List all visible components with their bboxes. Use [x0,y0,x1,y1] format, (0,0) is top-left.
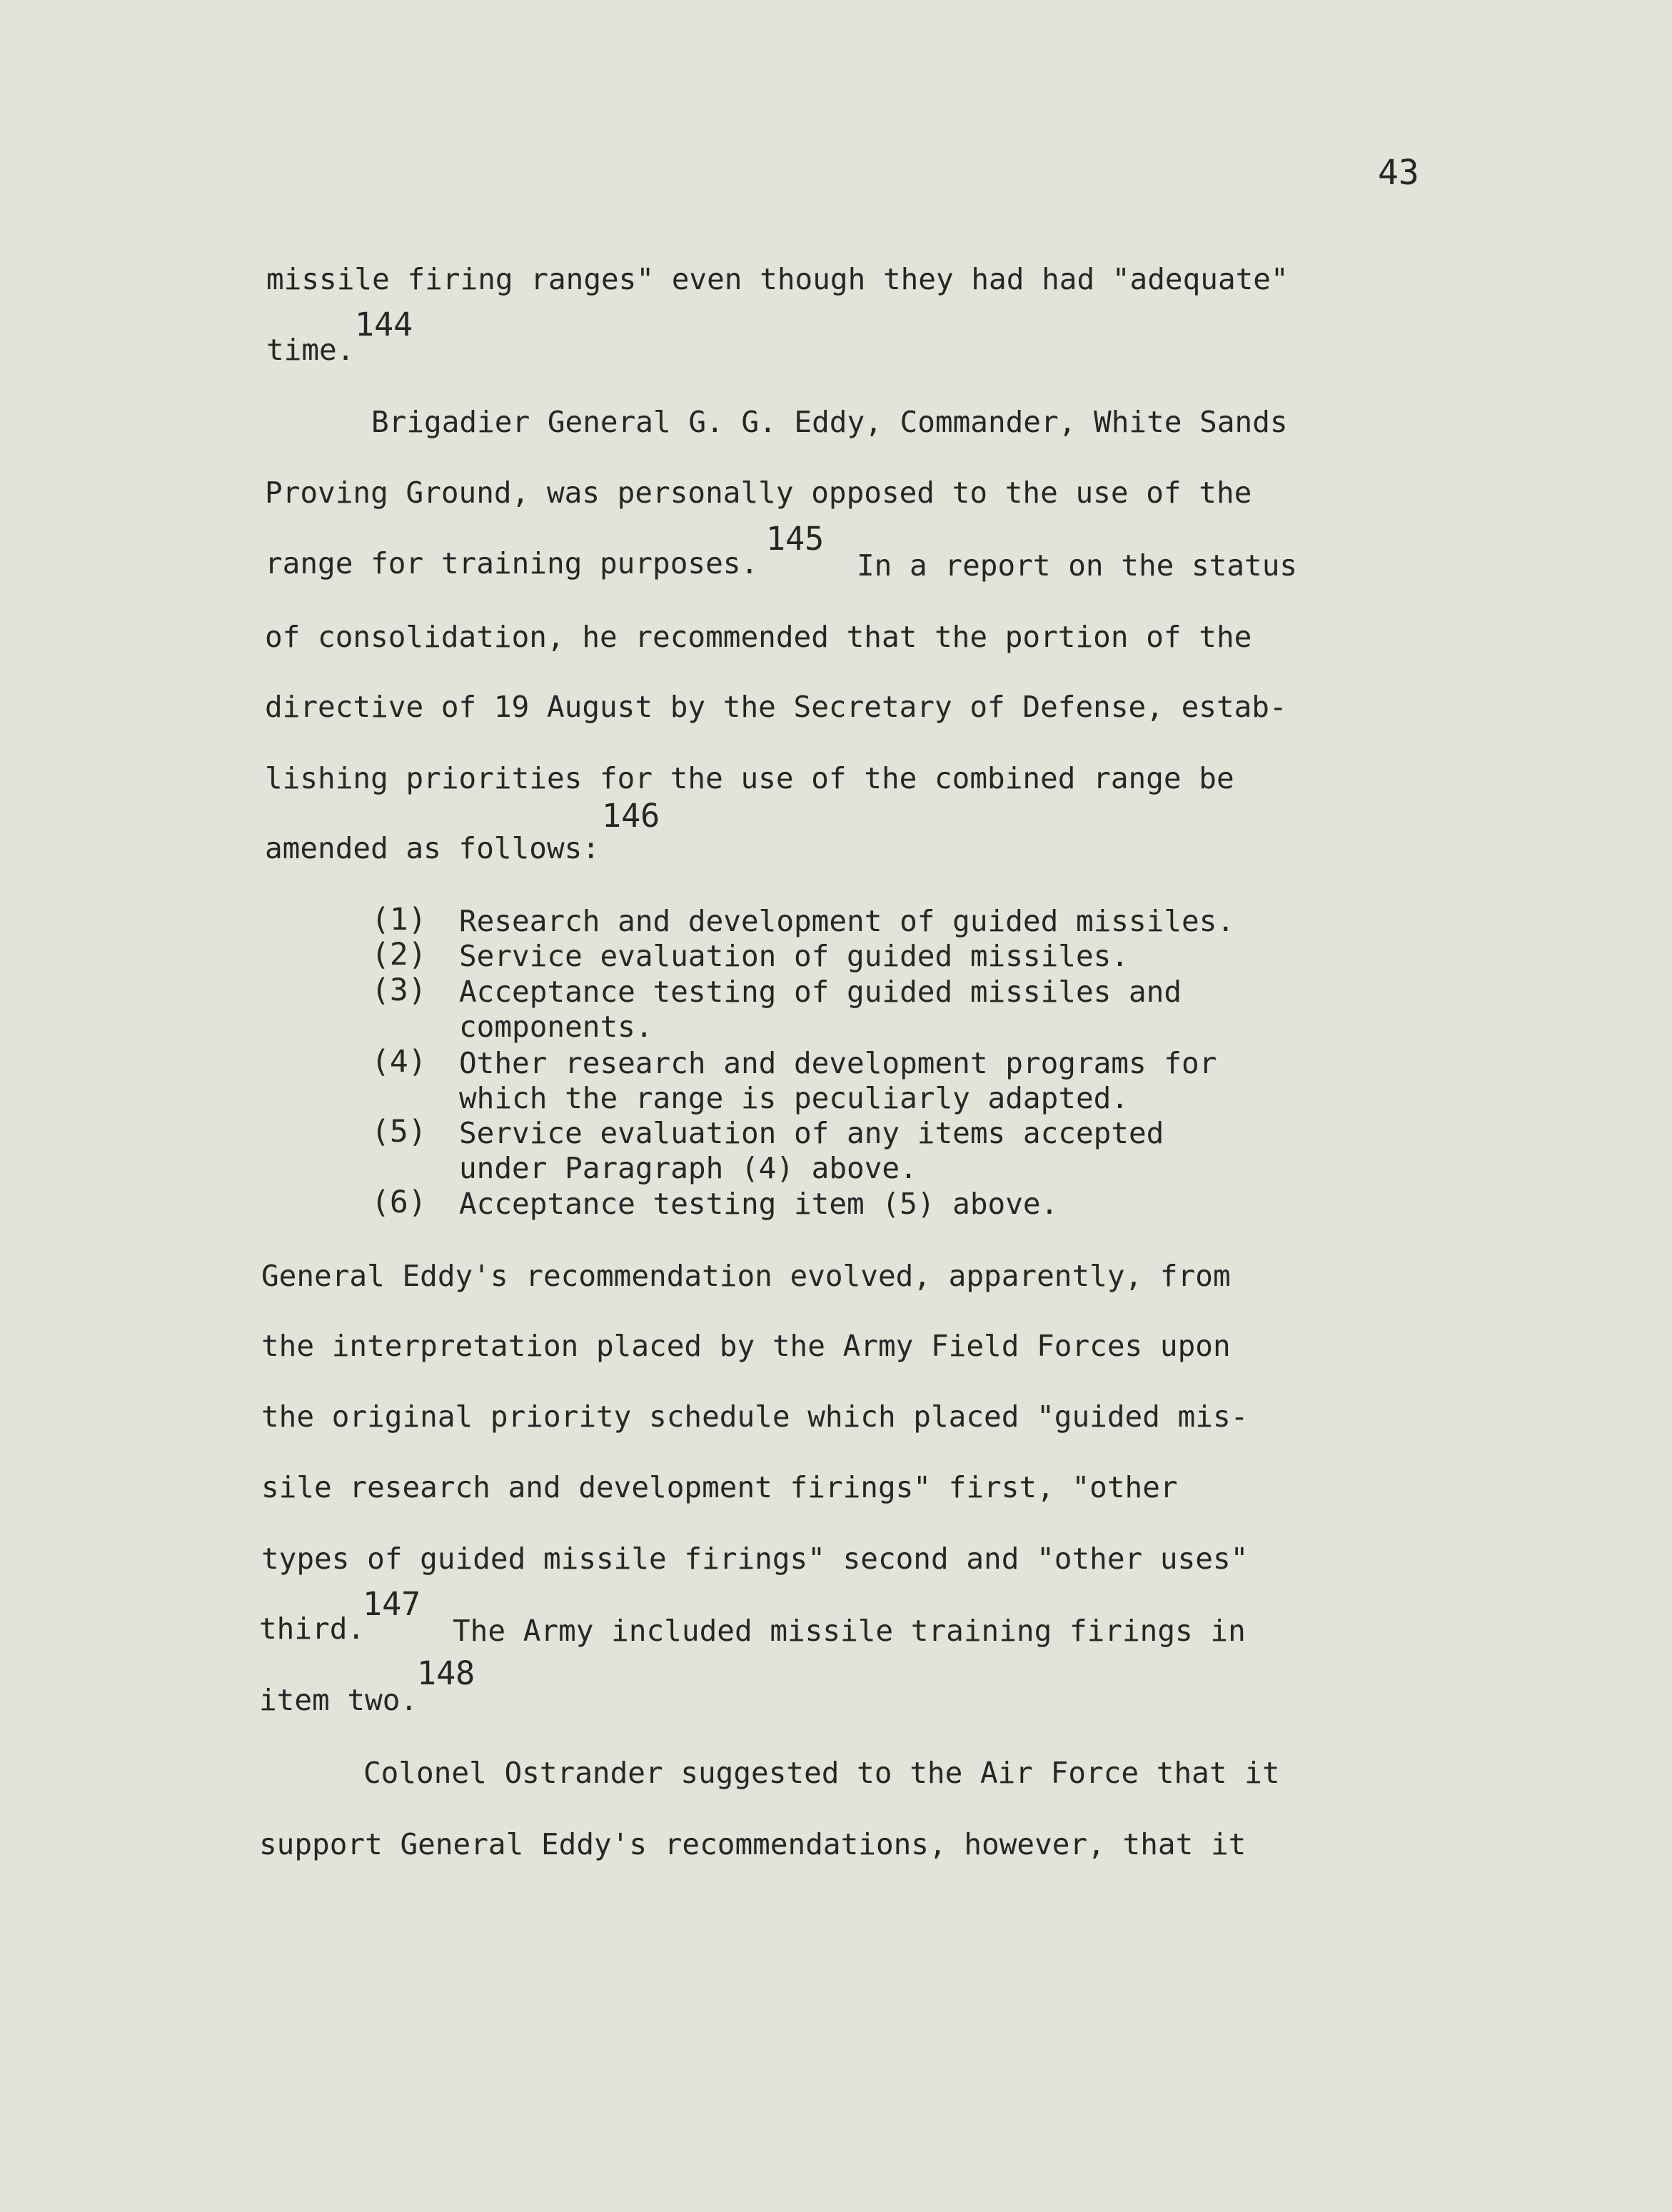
list-item-text: Research and development of guided missiles. [459,904,1235,938]
list-item-text: which the range is peculiarly adapted. [459,1081,1129,1115]
list-item-text: Acceptance testing item (5) above. [459,1187,1059,1221]
text-line: directive of 19 August by the Secretary of Defense, estab- [265,690,1287,724]
footnote-ref: 147 [363,1585,421,1623]
list-number: (5) [371,1114,427,1150]
text-line: the interpretation placed by the Army Field Forces upon [261,1329,1231,1363]
list-number: (1) [371,902,427,937]
text-line: of consolidation, he recommended that the portion of the [265,620,1252,654]
text-line: third. [259,1612,366,1646]
footnote-ref: 148 [417,1654,475,1692]
text-line: lishing priorities for the use of the combined range be [265,761,1234,795]
list-item-text: Service evaluation of guided missiles. [459,939,1129,973]
list-item-text: Service evaluation of any items accepted [459,1116,1164,1150]
text-line: In a report on the status [857,548,1298,583]
list-number: (4) [371,1044,427,1080]
list-number: (2) [371,937,427,972]
text-line: range for training purposes. [265,546,759,580]
text-line: types of guided missile firings" second and "other uses" [261,1542,1249,1576]
text-line: the original priority schedule which placed "guided mis- [261,1399,1249,1434]
footnote-ref: 144 [355,306,413,343]
list-item-text: under Paragraph (4) above. [459,1151,917,1185]
list-number: (3) [371,972,427,1008]
list-number: (6) [371,1185,427,1220]
text-line: Colonel Ostrander suggested to the Air Force that it [363,1756,1280,1790]
text-line: Proving Ground, was personally opposed to the use of the [265,476,1252,510]
text-line: time. [266,333,355,367]
text-line: support General Eddy's recommendations, however, that it [259,1827,1247,1861]
list-item-text: Acceptance testing of guided missiles and [459,975,1182,1009]
text-line: The Army included missile training firings in [453,1614,1246,1648]
text-line: item two. [259,1683,418,1717]
text-line: missile firing ranges" even though they had had "adequate" [266,262,1289,296]
page-number: 43 [1378,153,1419,193]
list-item-text: Other research and development programs for [459,1046,1217,1080]
text-line: General Eddy's recommendation evolved, apparently, from [261,1259,1231,1293]
footnote-ref: 145 [766,520,825,558]
footnote-ref: 146 [602,797,660,835]
text-line: sile research and development firings" first, "other [261,1470,1178,1504]
text-line: amended as follows: [265,831,600,865]
text-line: Brigadier General G. G. Eddy, Commander, White Sands [371,405,1288,439]
list-item-text: components. [459,1010,653,1044]
